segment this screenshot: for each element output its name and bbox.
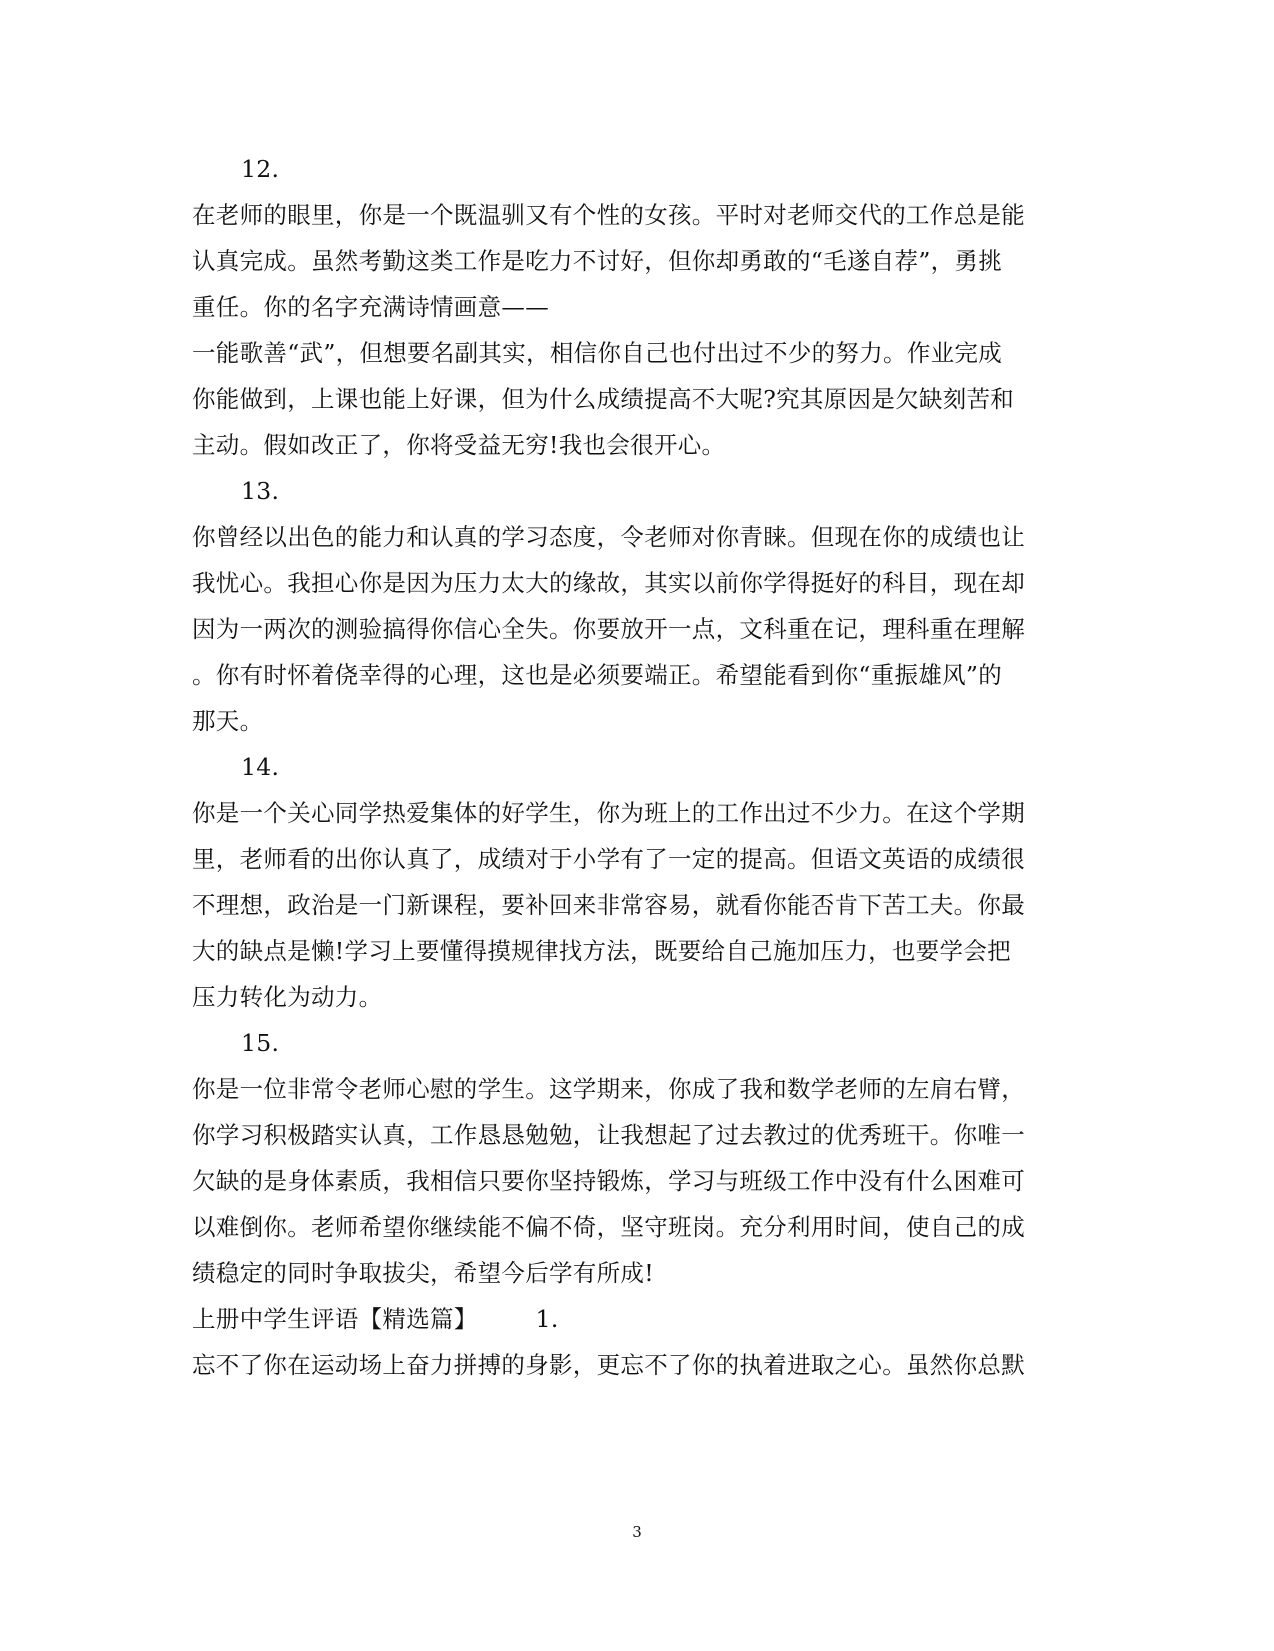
paragraph-line: 以难倒你。老师希望你继续能不偏不倚，坚守班岗。充分利用时间，使自己的成: [192, 1213, 1025, 1241]
item-number-15: 15.: [241, 1029, 280, 1057]
paragraph-line: 你是一个关心同学热爱集体的好学生，你为班上的工作出过不少力。在这个学期: [192, 799, 1025, 827]
page-number: 3: [632, 1523, 642, 1541]
paragraph-line: 你学习积极踏实认真，工作恳恳勉勉，让我想起了过去教过的优秀班干。你唯一: [192, 1121, 1025, 1149]
paragraph-line: 大的缺点是懒!学习上要懂得摸规律找方法，既要给自己施加压力，也要学会把: [192, 937, 1011, 965]
item-number-1: 1.: [535, 1305, 559, 1333]
paragraph-line: 忘不了你在运动场上奋力拼搏的身影，更忘不了你的执着进取之心。虽然你总默: [192, 1351, 1025, 1379]
paragraph-line: 在老师的眼里，你是一个既温驯又有个性的女孩。平时对老师交代的工作总是能: [192, 201, 1025, 229]
paragraph-line: 因为一两次的测验搞得你信心全失。你要放开一点，文科重在记，理科重在理解: [192, 615, 1025, 643]
paragraph-line: 里，老师看的出你认真了，成绩对于小学有了一定的提高。但语文英语的成绩很: [192, 845, 1025, 873]
item-number-14: 14.: [241, 753, 280, 781]
paragraph-line: 压力转化为动力。: [192, 983, 383, 1011]
paragraph-line: 重任。你的名字充满诗情画意——: [192, 293, 549, 321]
paragraph-line: 一能歌善“武”，但想要名副其实，相信你自己也付出过不少的努力。作业完成: [192, 339, 1003, 367]
item-number-12: 12.: [241, 155, 280, 183]
paragraph-line: 主动。假如改正了，你将受益无穷!我也会很开心。: [192, 431, 726, 459]
paragraph-line: 我忧心。我担心你是因为压力太大的缘故，其实以前你学得挺好的科目，现在却: [192, 569, 1025, 597]
paragraph-line: 不理想，政治是一门新课程，要补回来非常容易，就看你能否肯下苦工夫。你最: [192, 891, 1025, 919]
paragraph-line: 你能做到，上课也能上好课，但为什么成绩提高不大呢?究其原因是欠缺刻苦和: [192, 385, 1015, 413]
paragraph-line: 绩稳定的同时争取拔尖，希望今后学有所成!: [192, 1259, 654, 1287]
paragraph-line: 你是一位非常令老师心慰的学生。这学期来，你成了我和数学老师的左肩右臂，: [192, 1075, 1025, 1103]
paragraph-line: 欠缺的是身体素质，我相信只要你坚持锻炼，学习与班级工作中没有什么困难可: [192, 1167, 1025, 1195]
item-number-13: 13.: [241, 477, 280, 505]
paragraph-line: 你曾经以出色的能力和认真的学习态度，令老师对你青睐。但现在你的成绩也让: [192, 523, 1025, 551]
section-heading: 上册中学生评语【精选篇】: [192, 1305, 478, 1333]
paragraph-line: 。你有时怀着侥幸得的心理，这也是必须要端正。希望能看到你“重振雄风”的: [192, 661, 1003, 689]
section-heading-line: [192, 1304, 559, 1334]
paragraph-line: 那天。: [192, 707, 264, 735]
paragraph-line: 认真完成。虽然考勤这类工作是吃力不讨好，但你却勇敢的“毛遂自荐”，勇挑: [192, 247, 1003, 275]
